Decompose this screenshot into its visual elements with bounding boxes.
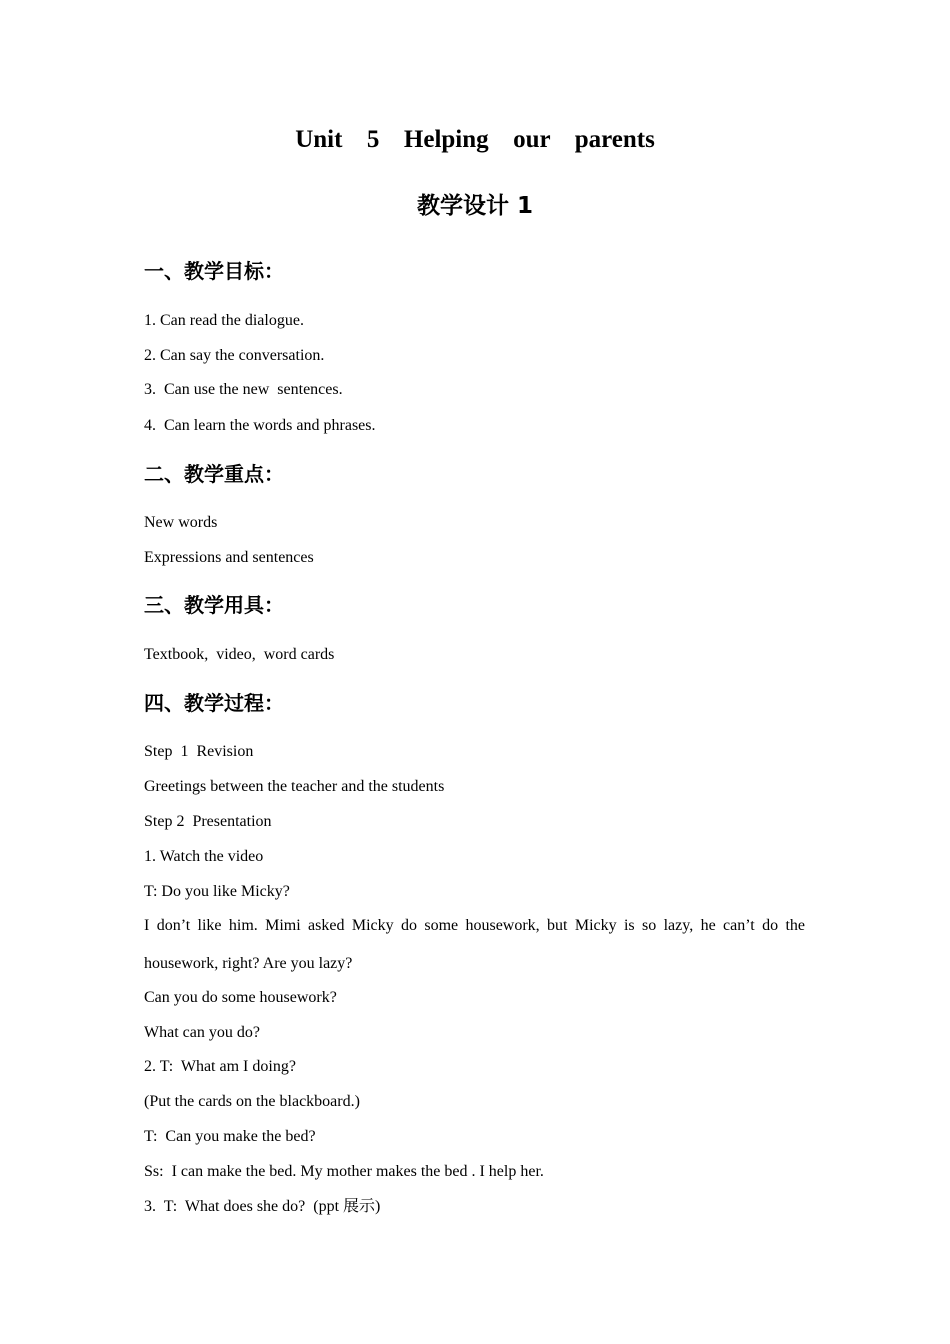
process-line: Can you do some housework? [144,989,337,1006]
process-line: T: Can you make the bed? [144,1128,316,1145]
document-subtitle: 教学设计 1 [416,193,533,219]
section-heading-teaching-aids: 三、教学用具： [144,593,284,617]
process-line: Greetings between the teacher and the students [144,778,445,795]
process-step-heading: Step 2 Presentation [144,813,272,830]
objective-item: 4. Can learn the words and phrases. [144,417,376,434]
process-line: Ss: I can make the bed. My mother makes the bed . I help her. [144,1163,544,1180]
key-point-item: New words [144,514,218,531]
process-line: (Put the cards on the blackboard.) [144,1093,360,1110]
section-heading-key-points: 二、教学重点： [144,462,284,486]
process-line: 3. T: What does she do? (ppt 展示) [144,1198,381,1215]
key-point-item: Expressions and sentences [144,549,314,566]
process-line: 1. Watch the video [144,848,264,865]
objective-item: 1. Can read the dialogue. [144,312,304,329]
process-line: 2. T: What am I doing? [144,1058,296,1075]
section-heading-teaching-process: 四、教学过程： [144,691,284,715]
objective-item: 3. Can use the new sentences. [144,381,343,398]
process-line: What can you do? [144,1024,260,1041]
process-paragraph: I don’t like him. Mimi asked Micky do some housework, but Micky is so lazy, he can’t do the housework, right? Are you lazy? [144,917,805,972]
objective-item: 2. Can say the conversation. [144,347,325,364]
process-line: T: Do you like Micky? [144,883,290,900]
section-heading-objectives: 一、教学目标： [144,259,284,283]
process-step-heading: Step 1 Revision [144,743,254,760]
teaching-aids-item: Textbook, video, word cards [144,646,335,663]
document-title: Unit 5 Helping our parents [295,126,655,153]
